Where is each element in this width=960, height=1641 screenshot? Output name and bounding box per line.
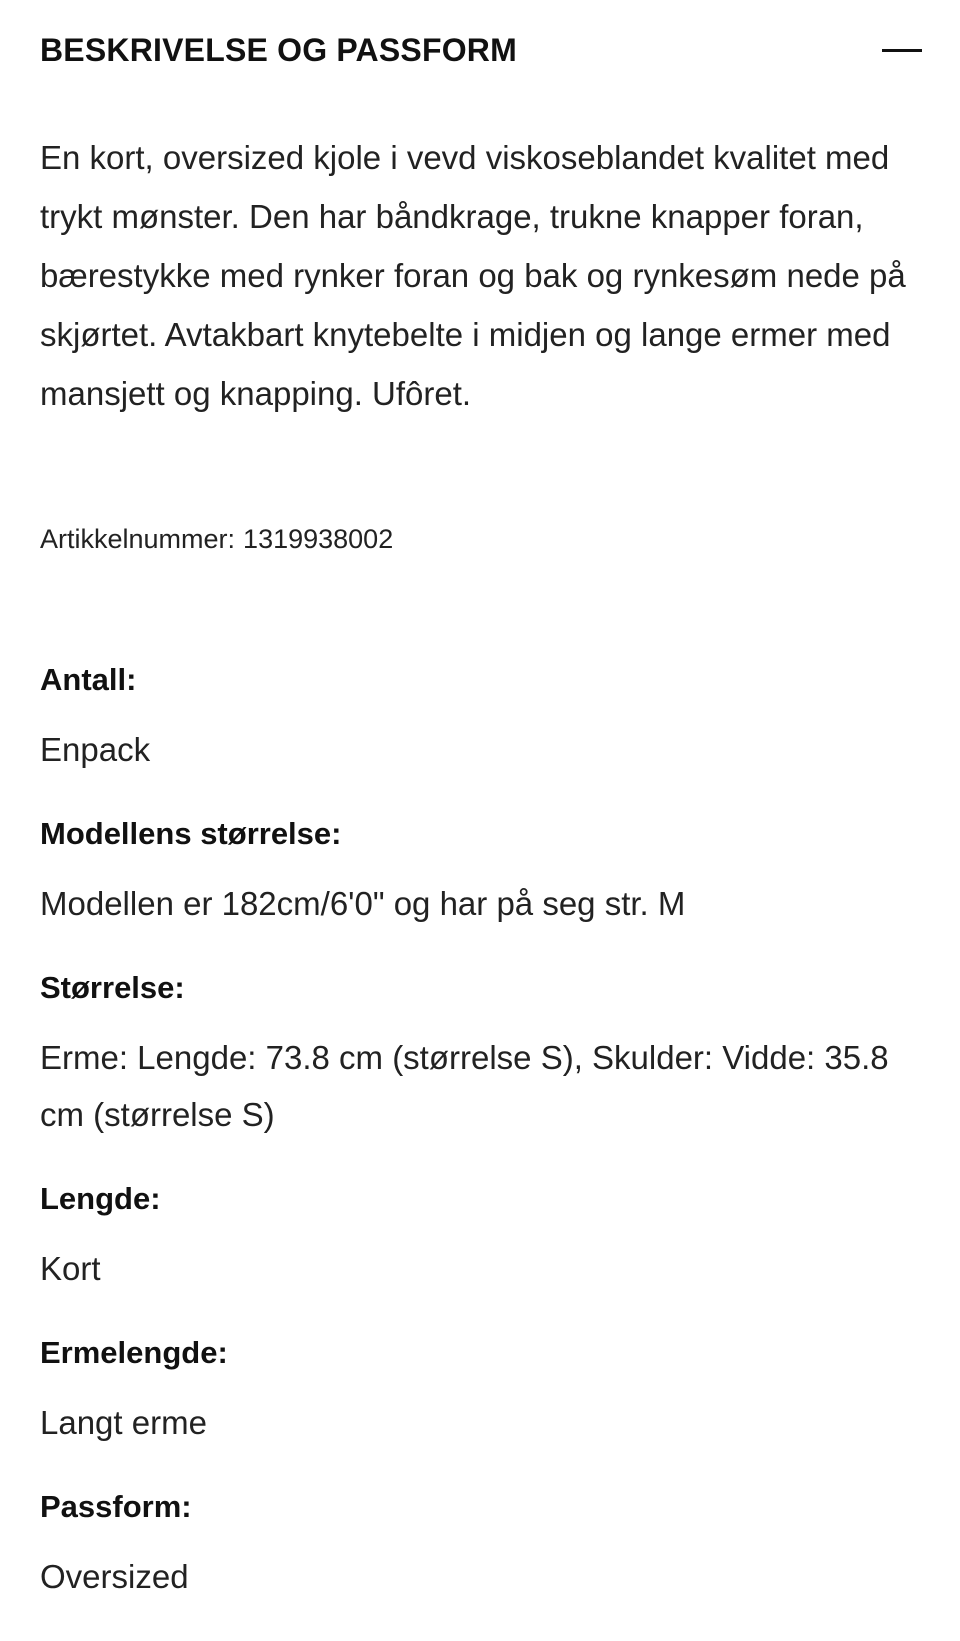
attribute-label: Lengde:	[40, 1181, 161, 1216]
attribute-size	[40, 968, 920, 1143]
attribute-value: Kort	[40, 1250, 101, 1287]
product-attributes	[40, 660, 920, 1641]
attribute-value: Erme: Lengde: 73.8 cm (størrelse S), Skulder: Vidde: 35.8 cm (størrelse S)	[40, 1039, 889, 1133]
attribute-label: Ermelengde:	[40, 1335, 228, 1370]
attribute-label: Modellens størrelse:	[40, 816, 342, 851]
attribute-label: Passform:	[40, 1489, 192, 1524]
attribute-sleeve-length	[40, 1333, 920, 1451]
attribute-value: Langt erme	[40, 1404, 207, 1441]
minus-icon-bar	[882, 49, 922, 52]
attribute-label: Størrelse:	[40, 970, 185, 1005]
description-accordion-header[interactable]	[40, 22, 920, 78]
minus-icon[interactable]	[878, 30, 922, 70]
product-description: En kort, oversized kjole i vevd viskoseblandet kvalitet med trykt mønster. Den har båndkrage, trukne knapper foran, bærestykke med rynker foran og bak og rynkesøm nede på skjørtet. Avtakbart knytebelte i midjen og lange ermer med mansjett og knapping. Ufôret.	[40, 139, 906, 412]
article-number	[40, 521, 393, 557]
attribute-fit	[40, 1487, 920, 1605]
attribute-quantity	[40, 660, 920, 778]
article-number-label: Artikkelnummer:	[40, 524, 236, 554]
attribute-label: Antall:	[40, 662, 137, 697]
attribute-length	[40, 1179, 920, 1297]
attribute-value: Enpack	[40, 731, 151, 768]
attribute-model-size	[40, 814, 920, 932]
section-title: BESKRIVELSE OG PASSFORM	[40, 31, 517, 68]
attribute-value: Modellen er 182cm/6'0" og har på seg str. M	[40, 885, 686, 922]
attribute-value: Oversized	[40, 1558, 189, 1595]
article-number-value: 1319938002	[243, 524, 394, 554]
